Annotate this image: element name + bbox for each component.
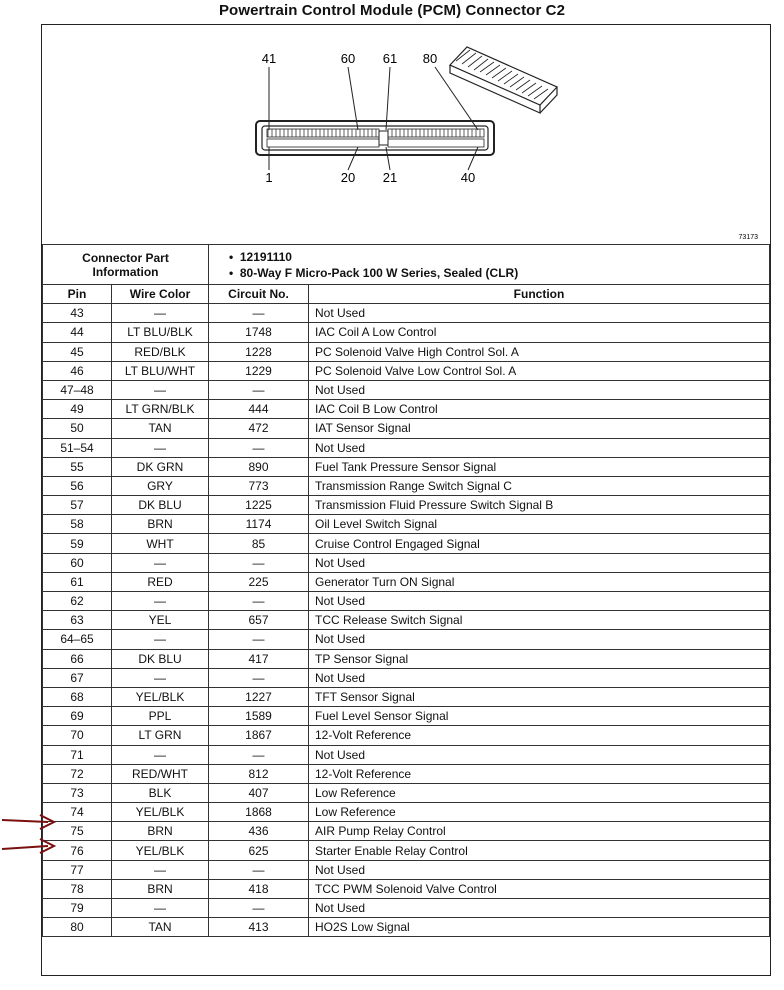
- pin-cell: 61: [43, 572, 112, 591]
- function-cell: Not Used: [309, 745, 770, 764]
- circuit-cell: 625: [209, 841, 309, 860]
- pin-label-40: 40: [460, 170, 476, 185]
- table-row: [43, 822, 770, 841]
- function-cell: Not Used: [309, 380, 770, 399]
- function-cell: Not Used: [309, 553, 770, 572]
- circuit-cell: 1868: [209, 803, 309, 822]
- wire-color-cell: BRN: [112, 515, 209, 534]
- wire-color-cell: PPL: [112, 707, 209, 726]
- function-cell: Not Used: [309, 592, 770, 611]
- table-row: [43, 419, 770, 438]
- wire-color-cell: RED: [112, 572, 209, 591]
- function-cell: Transmission Fluid Pressure Switch Signal B: [309, 496, 770, 515]
- pin-cell: 80: [43, 918, 112, 937]
- table-row: [43, 918, 770, 937]
- pin-cell: 74: [43, 803, 112, 822]
- table-row: [43, 380, 770, 399]
- wire-color-cell: —: [112, 304, 209, 323]
- circuit-cell: 1227: [209, 687, 309, 706]
- circuit-cell: 812: [209, 764, 309, 783]
- function-cell: TCC Release Switch Signal: [309, 611, 770, 630]
- wire-color-cell: —: [112, 592, 209, 611]
- table-row: [43, 687, 770, 706]
- function-cell: Low Reference: [309, 783, 770, 802]
- table-row: [43, 457, 770, 476]
- function-cell: IAC Coil A Low Control: [309, 323, 770, 342]
- circuit-cell: 1225: [209, 496, 309, 515]
- circuit-cell: 1174: [209, 515, 309, 534]
- function-cell: IAC Coil B Low Control: [309, 400, 770, 419]
- pin-cell: 49: [43, 400, 112, 419]
- circuit-cell: 418: [209, 879, 309, 898]
- table-row: [43, 726, 770, 745]
- pin-label-21: 21: [382, 170, 398, 185]
- wire-color-cell: LT GRN: [112, 726, 209, 745]
- figure-id: 73173: [738, 234, 758, 241]
- wire-color-cell: YEL/BLK: [112, 803, 209, 822]
- table-row: [43, 400, 770, 419]
- pin-cell: 63: [43, 611, 112, 630]
- pin-label-60: 60: [340, 51, 356, 66]
- circuit-cell: —: [209, 745, 309, 764]
- function-cell: Not Used: [309, 899, 770, 918]
- column-header-pin: Pin: [43, 285, 112, 304]
- pin-cell: 44: [43, 323, 112, 342]
- pin-cell: 69: [43, 707, 112, 726]
- function-cell: Transmission Range Switch Signal C: [309, 476, 770, 495]
- circuit-cell: —: [209, 592, 309, 611]
- function-cell: Fuel Level Sensor Signal: [309, 707, 770, 726]
- pin-rows: [43, 304, 770, 937]
- function-cell: IAT Sensor Signal: [309, 419, 770, 438]
- circuit-cell: 472: [209, 419, 309, 438]
- function-cell: PC Solenoid Valve Low Control Sol. A: [309, 361, 770, 380]
- pin-cell: 64–65: [43, 630, 112, 649]
- column-header-circuit: Circuit No.: [209, 285, 309, 304]
- circuit-cell: 417: [209, 649, 309, 668]
- wire-color-cell: DK BLU: [112, 496, 209, 515]
- circuit-cell: —: [209, 304, 309, 323]
- circuit-cell: —: [209, 553, 309, 572]
- part-info-values: • 12191110 • 80-Way F Micro-Pack 100 W Series, Sealed (CLR): [209, 245, 770, 285]
- function-cell: Cruise Control Engaged Signal: [309, 534, 770, 553]
- pin-cell: 56: [43, 476, 112, 495]
- circuit-cell: 1589: [209, 707, 309, 726]
- pin-cell: 75: [43, 822, 112, 841]
- wire-color-cell: TAN: [112, 918, 209, 937]
- circuit-cell: 657: [209, 611, 309, 630]
- function-cell: 12-Volt Reference: [309, 726, 770, 745]
- circuit-cell: 444: [209, 400, 309, 419]
- connector-perspective-icon: [450, 47, 557, 113]
- circuit-cell: 225: [209, 572, 309, 591]
- wire-color-cell: BLK: [112, 783, 209, 802]
- wire-color-cell: —: [112, 630, 209, 649]
- wire-color-cell: —: [112, 668, 209, 687]
- table-row: [43, 745, 770, 764]
- pin-cell: 79: [43, 899, 112, 918]
- table-row: [43, 572, 770, 591]
- table-row: [43, 534, 770, 553]
- connector-diagram: [42, 25, 769, 244]
- wire-color-cell: TAN: [112, 419, 209, 438]
- function-cell: Not Used: [309, 304, 770, 323]
- connector-body: [256, 121, 494, 155]
- pin-cell: 73: [43, 783, 112, 802]
- wire-color-cell: —: [112, 380, 209, 399]
- pin-cell: 55: [43, 457, 112, 476]
- wire-color-cell: RED/WHT: [112, 764, 209, 783]
- wire-color-cell: YEL/BLK: [112, 687, 209, 706]
- pin-cell: 59: [43, 534, 112, 553]
- circuit-cell: 413: [209, 918, 309, 937]
- table-row: [43, 342, 770, 361]
- table-row: [43, 304, 770, 323]
- connector-document: [41, 24, 771, 976]
- wire-color-cell: LT GRN/BLK: [112, 400, 209, 419]
- function-cell: HO2S Low Signal: [309, 918, 770, 937]
- circuit-cell: —: [209, 630, 309, 649]
- table-row: [43, 764, 770, 783]
- table-row: [43, 899, 770, 918]
- circuit-cell: —: [209, 899, 309, 918]
- pin-cell: 71: [43, 745, 112, 764]
- circuit-cell: 890: [209, 457, 309, 476]
- highlight-arrow-pin-73: [0, 812, 60, 832]
- pin-cell: 62: [43, 592, 112, 611]
- wire-color-cell: —: [112, 899, 209, 918]
- pin-label-80: 80: [422, 51, 438, 66]
- function-cell: Not Used: [309, 438, 770, 457]
- function-cell: Not Used: [309, 630, 770, 649]
- circuit-cell: 1867: [209, 726, 309, 745]
- part-info-row: [43, 245, 770, 285]
- wire-color-cell: YEL: [112, 611, 209, 630]
- circuit-cell: 1748: [209, 323, 309, 342]
- pin-cell: 77: [43, 860, 112, 879]
- pin-cell: 45: [43, 342, 112, 361]
- column-header-wire-color: Wire Color: [112, 285, 209, 304]
- pin-table: [42, 244, 770, 937]
- wire-color-cell: LT BLU/BLK: [112, 323, 209, 342]
- pin-cell: 43: [43, 304, 112, 323]
- table-row: [43, 592, 770, 611]
- column-header-function: Function: [309, 285, 770, 304]
- pin-cell: 50: [43, 419, 112, 438]
- function-cell: Low Reference: [309, 803, 770, 822]
- pin-cell: 72: [43, 764, 112, 783]
- pin-label-1: 1: [265, 170, 273, 185]
- wire-color-cell: —: [112, 438, 209, 457]
- table-row: [43, 630, 770, 649]
- highlight-arrow-pin-74: [0, 838, 60, 858]
- function-cell: Not Used: [309, 860, 770, 879]
- table-row: [43, 361, 770, 380]
- table-row: [43, 707, 770, 726]
- function-cell: Not Used: [309, 668, 770, 687]
- pin-cell: 58: [43, 515, 112, 534]
- circuit-cell: 1228: [209, 342, 309, 361]
- wire-color-cell: GRY: [112, 476, 209, 495]
- function-cell: TCC PWM Solenoid Valve Control: [309, 879, 770, 898]
- pin-cell: 70: [43, 726, 112, 745]
- table-row: [43, 783, 770, 802]
- table-row: [43, 860, 770, 879]
- table-row: [43, 668, 770, 687]
- circuit-cell: 1229: [209, 361, 309, 380]
- table-row: [43, 841, 770, 860]
- circuit-cell: 407: [209, 783, 309, 802]
- part-number: 12191110: [239, 249, 292, 264]
- part-description: 80-Way F Micro-Pack 100 W Series, Sealed (CLR): [239, 265, 519, 280]
- wire-color-cell: —: [112, 860, 209, 879]
- pin-cell: 76: [43, 841, 112, 860]
- wire-color-cell: WHT: [112, 534, 209, 553]
- circuit-cell: —: [209, 438, 309, 457]
- wire-color-cell: BRN: [112, 822, 209, 841]
- pin-label-20: 20: [340, 170, 356, 185]
- page-title: Powertrain Control Module (PCM) Connector C2: [218, 2, 566, 19]
- pin-cell: 67: [43, 668, 112, 687]
- table-row: [43, 879, 770, 898]
- pin-cell: 78: [43, 879, 112, 898]
- table-row: [43, 611, 770, 630]
- wire-color-cell: YEL/BLK: [112, 841, 209, 860]
- pin-label-61: 61: [382, 51, 398, 66]
- function-cell: 12-Volt Reference: [309, 764, 770, 783]
- circuit-cell: 85: [209, 534, 309, 553]
- circuit-cell: —: [209, 380, 309, 399]
- wire-color-cell: RED/BLK: [112, 342, 209, 361]
- table-row: [43, 553, 770, 572]
- wire-color-cell: —: [112, 553, 209, 572]
- circuit-cell: 436: [209, 822, 309, 841]
- function-cell: Starter Enable Relay Control: [309, 841, 770, 860]
- pin-cell: 68: [43, 687, 112, 706]
- pin-cell: 60: [43, 553, 112, 572]
- pin-cell: 46: [43, 361, 112, 380]
- table-row: [43, 515, 770, 534]
- function-cell: Generator Turn ON Signal: [309, 572, 770, 591]
- function-cell: AIR Pump Relay Control: [309, 822, 770, 841]
- wire-color-cell: DK GRN: [112, 457, 209, 476]
- function-cell: PC Solenoid Valve High Control Sol. A: [309, 342, 770, 361]
- circuit-cell: —: [209, 668, 309, 687]
- table-row: [43, 438, 770, 457]
- table-row: [43, 803, 770, 822]
- table-row: [43, 496, 770, 515]
- table-header-row: [43, 285, 770, 304]
- circuit-cell: 773: [209, 476, 309, 495]
- function-cell: Fuel Tank Pressure Sensor Signal: [309, 457, 770, 476]
- wire-color-cell: LT BLU/WHT: [112, 361, 209, 380]
- table-row: [43, 649, 770, 668]
- function-cell: TFT Sensor Signal: [309, 687, 770, 706]
- table-row: [43, 323, 770, 342]
- function-cell: TP Sensor Signal: [309, 649, 770, 668]
- pin-cell: 66: [43, 649, 112, 668]
- pin-cell: 57: [43, 496, 112, 515]
- function-cell: Oil Level Switch Signal: [309, 515, 770, 534]
- circuit-cell: —: [209, 860, 309, 879]
- table-row: [43, 476, 770, 495]
- wire-color-cell: DK BLU: [112, 649, 209, 668]
- wire-color-cell: BRN: [112, 879, 209, 898]
- pin-cell: 51–54: [43, 438, 112, 457]
- pin-label-41: 41: [261, 51, 277, 66]
- pin-cell: 47–48: [43, 380, 112, 399]
- wire-color-cell: —: [112, 745, 209, 764]
- part-info-label: Connector Part Information: [43, 245, 209, 285]
